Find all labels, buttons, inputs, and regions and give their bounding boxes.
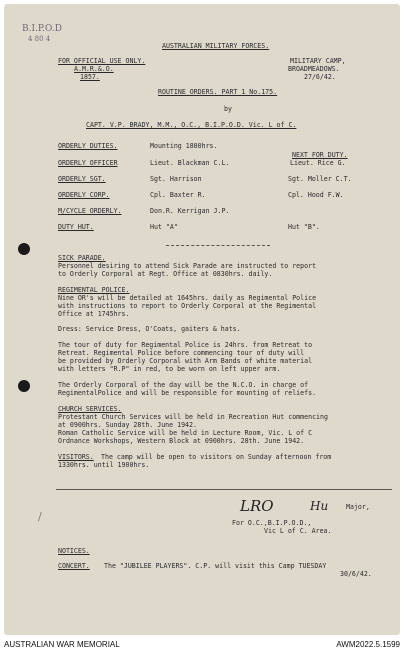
church-services-heading: CHURCH SERVICES. (58, 405, 122, 413)
duty-label: ORDERLY SGT. (58, 175, 106, 183)
duty-label: DUTY HUT. (58, 223, 94, 231)
visitors-heading: VISITORS. (58, 453, 94, 461)
visitors-text: 1330hrs. until 1900hrs. (58, 461, 150, 469)
amr-number: 1857. (80, 73, 100, 81)
signatory-for: For O.C.,B.I.P.O.D., (232, 519, 312, 527)
duty-label: ORDERLY CORP. (58, 191, 110, 199)
punch-hole-top (18, 243, 30, 255)
sick-parade-text: Personnel desiring to attend Sick Parade are instructed to report (58, 262, 317, 270)
duty-value: Cpl. Baxter R. (150, 191, 206, 199)
sick-parade-heading: SICK PARADE. (58, 254, 106, 262)
archive-credit: AUSTRALIAN WAR MEMORIAL (4, 640, 120, 649)
camp-name: MILITARY CAMP, (290, 57, 346, 65)
registry-stamp-line2: 4 80 4 (28, 35, 51, 43)
duty-next: Cpl. Hood F.W. (288, 191, 344, 199)
tour-of-duty-text: Retreat. Regimental Police before commencing tour of duty will (58, 349, 305, 357)
regimental-police-text: Nine OR's will be detailed at 1645hrs. daily as Regimental Police (58, 294, 317, 302)
church-services-text: Protestant Church Services will be held in Recreation Hut commencing (58, 413, 328, 421)
signature-initials: Hu (310, 499, 329, 513)
church-services-text: at 0900hrs. Sunday 28th. June 1942. (58, 421, 197, 429)
regimental-police-text: with instructions to report to Orderly Corporal at the Regimental (58, 302, 317, 310)
duty-next: Lieut. Rice G. (290, 159, 346, 167)
duty-value: Sgt. Harrison (150, 175, 202, 183)
document-title: AUSTRALIAN MILITARY FORCES. (162, 42, 270, 50)
camp-date: 27/6/42. (304, 73, 336, 81)
concert-text: The "JUBILEE PLAYERS". C.P. will visit this Camp TUESDAY (104, 562, 327, 570)
official-use-line: FOR OFFICIAL USE ONLY. (58, 57, 146, 65)
duty-value: Lieut. Blackman C.L. (150, 159, 230, 167)
orderly-corporal-text: The Orderly Corporal of the day will be the N.C.O. in charge of (58, 381, 309, 389)
routine-orders-title: ROUTINE ORDERS. PART 1 No.175. (158, 88, 278, 96)
concert-label: CONCERT. (58, 562, 90, 570)
duty-label: ORDERLY DUTIES. (58, 142, 118, 150)
punch-hole-bottom (18, 380, 30, 392)
signatory-area: Vic L of C. Area. (264, 527, 332, 535)
tour-of-duty-text: The tour of duty for Regimental Police is 24hrs. from Retreat to (58, 341, 313, 349)
orderly-corporal-text: RegimentalPolice and will be responsible for mounting of reliefs. (58, 389, 317, 397)
tour-of-duty-text: be provided by Orderly Corporal with Arm Bands of white material (58, 357, 313, 365)
camp-location: BROADMEADOWS. (288, 65, 340, 73)
sick-parade-text: to Orderly Corporal at Regt. Office at 0830hrs. daily. (58, 270, 273, 278)
duty-next: Hut "B". (288, 223, 320, 231)
duty-next: Sgt. Moller C.T. (288, 175, 352, 183)
commanding-officer: CAPT. V.P. BRADY, M.M., O.C., B.I.P.O.D. Vic. L of C. (86, 121, 297, 129)
duty-value: Mounting 1800hrs. (150, 142, 218, 150)
margin-tick-mark: / (38, 510, 42, 523)
church-services-text: Roman Catholic Service will be held in Lecture Room, Vic. L of C (58, 429, 313, 437)
by-line: by (224, 105, 232, 113)
dress-line: Dress: Service Dress, O'Coats, gaiters & hats. (58, 325, 241, 333)
signature-rule (56, 489, 392, 490)
duty-label: ORDERLY OFFICER (58, 159, 118, 167)
section-divider (166, 245, 270, 246)
amr-reference: A.M.R.&.O. (74, 65, 114, 73)
visitors-text: The camp will be open to visitors on Sunday afternoon from (101, 453, 332, 461)
document-page (4, 4, 400, 635)
tour-of-duty-text: with letters "R.P" in red, to be worn on left upper arm. (58, 365, 281, 373)
regimental-police-text: Office at 1745hrs. (58, 310, 130, 318)
duty-value: Hut "A" (150, 223, 178, 231)
church-services-text: Ordnance Workshops, Western Block at 0900hrs. 28th. June 1942. (58, 437, 305, 445)
notices-heading: NOTICES. (58, 547, 90, 555)
concert-date: 30/6/42. (340, 570, 372, 578)
duty-value: Don.R. Kerrigan J.P. (150, 207, 230, 215)
regimental-police-heading: REGIMENTAL POLICE. (58, 286, 130, 294)
registry-stamp-line1: B.I.P.O.D (22, 24, 62, 34)
signatory-rank: Major, (346, 503, 370, 511)
next-for-duty-heading: NEXT FOR DUTY. (292, 151, 348, 159)
duty-label: M/CYCLE ORDERLY. (58, 207, 122, 215)
archive-reference: AWM2022.5.1599 (336, 640, 400, 649)
signature-mark: LRO (240, 497, 274, 515)
